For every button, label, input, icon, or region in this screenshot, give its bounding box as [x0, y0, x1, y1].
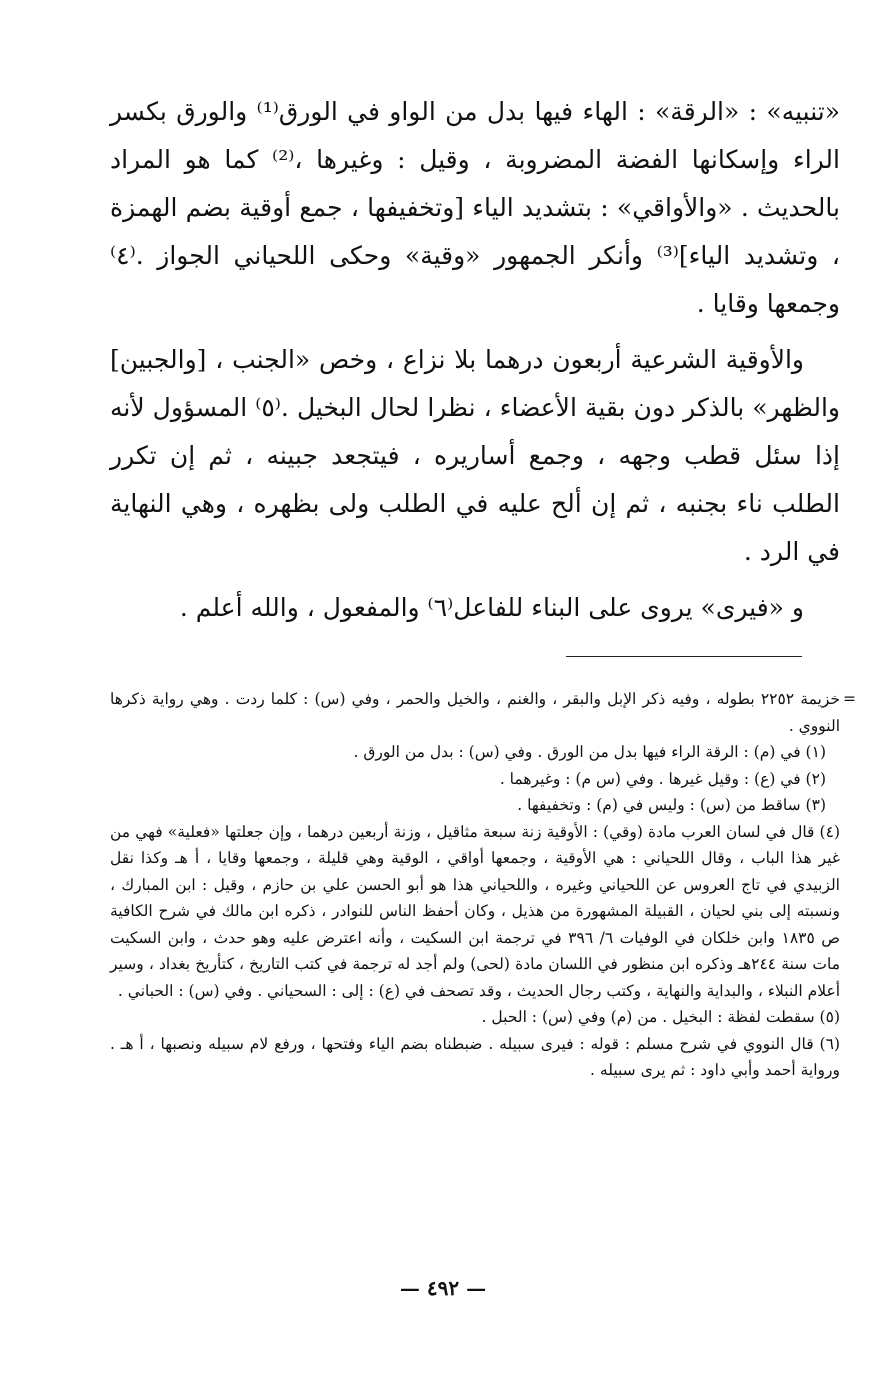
footnote-separator [566, 656, 802, 657]
footnotes [110, 686, 856, 1084]
footnote-5: (٥) سقطت لفظة : البخيل . من (م) وفي (س) : الحبل . [481, 1008, 840, 1026]
footnote-3: (٣) ساقط من (س) : وليس في (م) : وتخفيفها . [517, 796, 826, 814]
continuation-mark: = [843, 690, 856, 708]
paragraph-1: «تنبيه» : «الرقة» : الهاء فيها بدل من الواو في الورق⁽¹⁾ والورق بكسر الراء وإسكانها الفضة المضروبة ، وقيل : وغيرها ،⁽²⁾ كما هو المراد بالحديث . «والأواقي» : بتشديد الياء [وتخفيفها ، جمع أوقية بضم الهمزة ، وتشديد الياء]⁽³⁾ وأنكر الجمهور «وقية» وحكى اللحياني الجواز .⁽٤⁾ وجمعها وقايا . [110, 97, 840, 318]
footnote-4: (٤) قال في لسان العرب مادة (وقي) : الأوقية زنة سبعة مثاقيل ، وزنة أربعين درهما ، وإن جعلتها «فعلية» فهي من غير هذا الباب ، وقال اللحياني : هي الأوقية ، وجمعها أواقي ، الوقية وهي قليلة ، وجمعها وقايا ، أ هـ وكذا نقل الزبيدي في تاج العروس عن اللحياني وغيره ، واللحياني هذا هو أبو الحسن علي بن حازم ، وقيل : ابن المبارك ، ونسبته إلى بني لحيان ، القبيلة المشهورة من هذيل ، وكان أحفظ الناس للنوادر ، ذكره ابن مالك في شرح الكافية ص ١٨٣٥ وابن خلكان في الوفيات ٦/ ٣٩٦ في ترجمة ابن السكيت ، وأنه اعترض عليه وهو حدث ، وابن السكيت مات سنة ٢٤٤هـ وذكره ابن منظور في اللسان مادة (لحى) ولم أجد له ترجمة في كتب التاريخ ، كتأريخ بغداد ، وسير أعلام النبلاء ، والبداية والنهاية ، وكتب رجال الحديث ، وقد تصحف في (ع) : إلى : السحياني . وفي (س) : الحباني . [110, 822, 841, 1000]
footnote-continuation [110, 686, 856, 739]
footnote-1: (١) في (م) : الرقة الراء فيها بدل من الورق . وفي (س) : بدل من الورق . [353, 743, 826, 761]
paragraph-2: والأوقية الشرعية أربعون درهما بلا نزاع ، وخص «الجنب ، [والجبين] والظهر» بالذكر دون بقية الأعضاء ، نظرا لحال البخيل .⁽٥⁾ المسؤول لأنه إذا سئل قطب وجهه ، وجمع أساريره ، فيتجعد جبينه ، ثم إن تكرر الطلب ناء بجنبه ، ثم إن ألح عليه في الطلب ولى بظهره ، وهي النهاية في الرد . [110, 345, 841, 566]
paragraph-3: و «فيرى» يروى على البناء للفاعل⁽٦⁾ والمفعول ، والله أعلم . [179, 593, 804, 622]
main-text [110, 88, 840, 632]
page-number: — ٤٩٢ — [399, 1276, 487, 1300]
footnote-2: (٢) في (ع) : وقيل غيرها . وفي (س م) : وغيرهما . [499, 769, 826, 788]
footnote-continuation-text: خزيمة ٢٢٥٢ بطوله ، وفيه ذكر الإبل والبقر ، والغنم ، والخيل والحمر ، وفي (س) : كلما ردت . وهي رواية ذكرها النووي . [110, 690, 840, 735]
footnote-6: (٦) قال النووي في شرح مسلم : قوله : فيرى سبيله . ضبطناه بضم الياء وفتحها ، ورفع لام سبيله ونصبها ، أ هـ . ورواية أحمد وأبي داود : ثم يرى سبيله . [110, 1034, 840, 1079]
